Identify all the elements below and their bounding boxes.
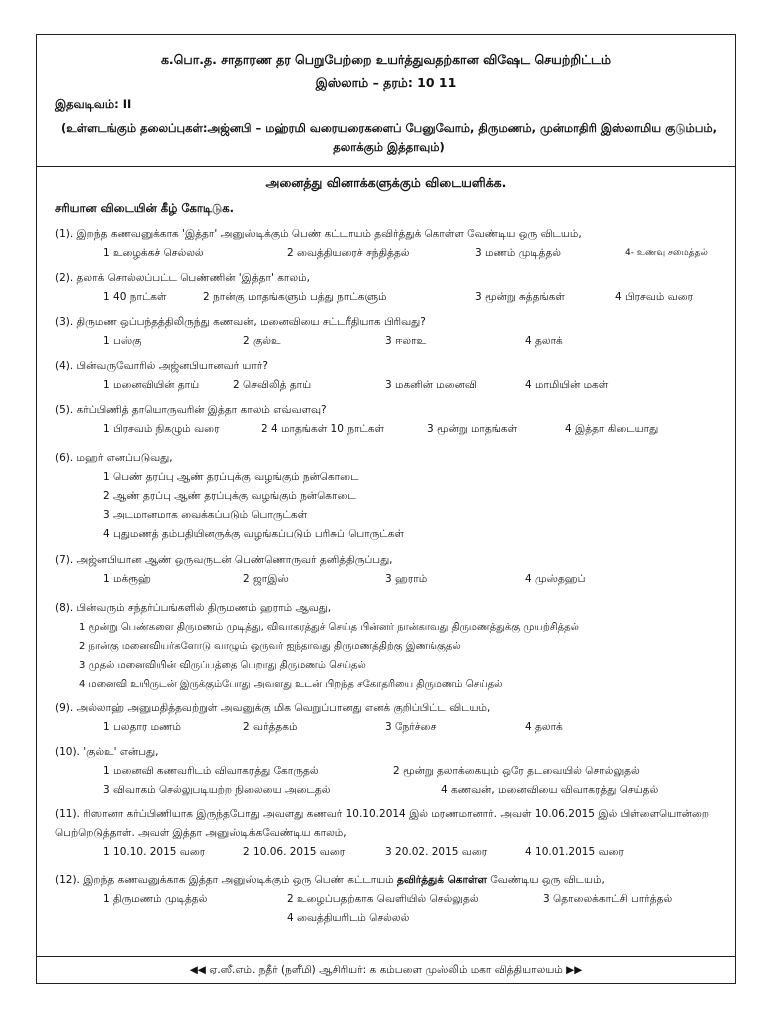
option-2: 2 நான்கு மனைவியர்களோடு வாழும் ஒருவர் ஐந்தாவது திருமணத்திற்கு இணங்குதல் [79, 641, 461, 652]
option-1: 1 திருமணம் முடித்தல் [103, 893, 208, 905]
contents-topics: (உள்ளடங்கும் தலைப்புகள்:அஜ்னபி – மஹ்ரமி வரையரைகளைப் பேனுவோம், திருமணம், முன்மாதிரி இஸ்லாமிய குடும்பம், தலாக்கும் இத்தாவும்) [61, 121, 717, 154]
option-2: 2 வர்த்தகம் [243, 721, 298, 733]
option-3: 3 அடமானமாக வைக்கப்படும் பொருட்கள் [103, 509, 308, 521]
instruction-main: அனைத்து வினாக்களுக்கும் விடையளிக்க. [265, 175, 507, 190]
options-row [55, 890, 725, 909]
header-box [37, 35, 735, 167]
option-1: 1 மனைவியின் தாய் [103, 379, 200, 391]
question-stem: (9). அல்லாஹ் அனுமதித்தவற்றுள் அவனுக்கு மிக வெறுப்பானது எனக் குறிப்பிட்ட விடயம், [55, 702, 491, 714]
option-4: 4 பிரசவம் வரை [615, 291, 694, 303]
option-4: 4 தலாக் [525, 721, 563, 733]
stem-part: (12). இறந்த கணவனுக்காக இத்தா அனுஸ்டிக்கும் ஒரு பெண் கட்டாயம் [55, 874, 398, 886]
question-2 [55, 269, 725, 307]
option-3: 3 20.02. 2015 வரை [385, 846, 488, 858]
question-stem: (11). ரிஸானா கர்ப்பிணியாக இருந்தபோது அவளது கணவர் 10.10.2014 இல் மரணமானார். அவள் 10.06.2015 இல் பிள்ளையொன்றை பெற்றெடுத்தாள். அவள் இத்தா அனுஸ்டிக்கவேண்டிய காலம், [55, 808, 709, 839]
option-3: 3 மூன்று மாதங்கள் [427, 423, 518, 435]
instruction-sub: சரியான விடையின் கீழ் கோடிடுக. [55, 201, 235, 215]
option-1: 1 உழைக்கச் செல்லல் [103, 247, 204, 259]
options-row [55, 332, 725, 351]
question-12 [55, 871, 725, 928]
option-1: 1 மக்ரூஹ் [103, 573, 151, 585]
option-4: 4 மாமியின் மகள் [525, 379, 609, 391]
footer-text: ஏ.ஸீ.எம். நதீர் (நளீமி) ஆசிரியர்: க கம்பளை முஸ்லிம் மகா வித்தியாலயம் [209, 964, 563, 976]
option-3: 3 ஈலாஉ [385, 335, 427, 347]
option-2: 2 உழைப்பதற்காக வெளியில் செல்லுதல் [287, 893, 479, 905]
option-2: 2 செவிலித் தாய் [233, 379, 312, 391]
question-1 [55, 225, 725, 263]
option-4: 4 மனைவி உயிருடன் இருக்கும்போது அவளது உடன் பிறந்த சகோதரியை திருமணம் செய்தல் [79, 679, 503, 690]
option-1: 1 பஸ்கு [103, 335, 142, 347]
question-5 [55, 401, 725, 439]
footer [37, 956, 735, 983]
option-4: 4 புதுமணத் தம்பதியினருக்கு வழங்கப்படும் பரிசுப் பொருட்கள் [103, 528, 404, 540]
option-2: 2 ஆண் தரப்பு ஆண் தரப்புக்கு வழங்கும் நன்கொடை [103, 490, 356, 502]
option-2: 2 மூன்று தலாக்கையும் ஒரே தடவையில் சொல்லுதல் [393, 765, 640, 777]
option-2: 2 வைத்தியரைச் சந்தித்தல் [287, 247, 410, 259]
option-3: 3 மணம் முடித்தல் [475, 247, 562, 259]
options-row [55, 909, 725, 928]
question-4 [55, 357, 725, 395]
option-1: 1 10.10. 2015 வரை [103, 846, 206, 858]
option-1: 1 பிரசவம் நிகழும் வரை [103, 423, 220, 435]
option-3: 3 தொலைக்காட்சி பார்த்தல் [543, 893, 673, 905]
options-row [55, 288, 725, 307]
question-stem: (10). 'குல்உ' என்பது, [55, 746, 159, 758]
option-4: 4 வைத்தியரிடம் செல்லல் [287, 912, 410, 924]
option-4: 4- உணவு சமைத்தல் [625, 248, 708, 258]
question-stem: (8). பின்வரும் சந்தர்ப்பங்களில் திருமணம் ஹராம் ஆவது, [55, 602, 332, 614]
option-2: 2 நான்கு மாதங்களும் பத்து நாட்களும் [203, 291, 387, 303]
option-4: 4 10.01.2015 வரை [525, 846, 624, 858]
option-3: 3 முதல் மனைவியின் விருப்பத்தை பெறாது திருமணம் செய்தல் [79, 660, 366, 671]
options-row [55, 781, 725, 800]
question-7 [55, 551, 725, 589]
option-1: 1 மனைவி கணவரிடம் விவாகரத்து கோருதல் [103, 765, 319, 777]
options-row [55, 570, 725, 589]
question-stem: (4). பின்வருவோரில் அஜ்னபியானவர் யார்? [55, 360, 268, 372]
question-stem: (3). திருமண ஒப்பந்தத்திலிருந்து கணவன், மனைவியை சட்டரீதியாக பிரிவது? [55, 316, 426, 328]
option-4: 4 தலாக் [525, 335, 563, 347]
option-1: 1 பெண் தரப்பு ஆண் தரப்புக்கு வழங்கும் நன்கொடை [103, 471, 359, 483]
options-row [55, 762, 725, 781]
option-4: 4 முஸ்தஹப் [525, 573, 586, 585]
option-2: 2 குல்உ [243, 335, 281, 347]
question-stem: (2). தலாக் சொல்லப்பட்ட பெண்ணின் 'இத்தா' காலம், [55, 272, 310, 284]
question-9 [55, 699, 725, 737]
option-2: 2 10.06. 2015 வரை [243, 846, 346, 858]
option-4: 4 இத்தா கிடையாது [565, 423, 659, 435]
page-title: க.பொ.த. சாதாரண தர பெறுபேற்றை உயர்த்துவதற்கான விஷேட செயற்றிட்டம் [160, 52, 612, 67]
question-3 [55, 313, 725, 351]
options-row [55, 376, 725, 395]
option-4: 4 கணவன், மனைவியை விவாகரத்து செய்தல் [441, 784, 659, 796]
option-1: 1 பலதார மணம் [103, 721, 181, 733]
options-row [55, 718, 725, 737]
option-2: 2 4 மாதங்கள் 10 நாட்கள் [261, 423, 385, 435]
question-6 [55, 449, 725, 544]
page-subtitle: இஸ்லாம் – தரம்: 10 11 [315, 75, 457, 90]
option-3: 3 நேர்ச்சை [385, 721, 437, 733]
question-stem: (6). மஹர் எனப்படுவது, [55, 452, 173, 464]
stem-emphasis: தவிர்த்துக் கொள்ள [397, 874, 487, 886]
options-row [55, 244, 725, 263]
question-stem: (7). அஜ்னபியான ஆண் ஒருவருடன் பெண்ணொருவர் தனித்திருப்பது, [55, 554, 393, 566]
unit-label: இதவடிவம்: II [55, 97, 132, 111]
question-10 [55, 743, 725, 800]
option-3: 3 ஹராம் [385, 573, 428, 585]
option-1: 1 40 நாட்கள் [103, 291, 167, 303]
stem-part: வேண்டிய ஒரு விடயம், [486, 874, 605, 886]
question-11 [55, 805, 725, 862]
question-stem: (5). கர்ப்பிணித் தாயொருவரின் இத்தா காலம் எவ்வளவு? [55, 404, 327, 416]
option-1: 1 மூன்று பெண்களை திருமணம் முடித்து, விவாகரத்துச் செய்த பின்னர் நான்காவது திருமணத்துக்கு முயற்சித்தல் [79, 622, 579, 633]
question-stem [55, 871, 725, 890]
options-row [55, 420, 725, 439]
option-2: 2 ஜாஇஸ் [243, 573, 289, 585]
option-3: 3 விவாகம் செல்லுபடியற்ற நிலையை அடைதல் [103, 784, 331, 796]
options-row [55, 843, 725, 862]
question-stem: (1). இறந்த கணவனுக்காக 'இத்தா' அனுஸ்டிக்கும் பெண் கட்டாயம் தவிர்த்துக் கொள்ள வேண்டிய ஒரு விடயம், [55, 228, 582, 240]
option-3: 3 மூன்று சுத்தங்கள் [475, 291, 565, 303]
right-arrows-icon: ▶▶ [566, 964, 583, 976]
option-3: 3 மகனின் மனைவி [385, 379, 477, 391]
left-arrows-icon: ◀◀ [189, 964, 206, 976]
question-8 [55, 599, 725, 694]
page-frame [36, 34, 736, 984]
